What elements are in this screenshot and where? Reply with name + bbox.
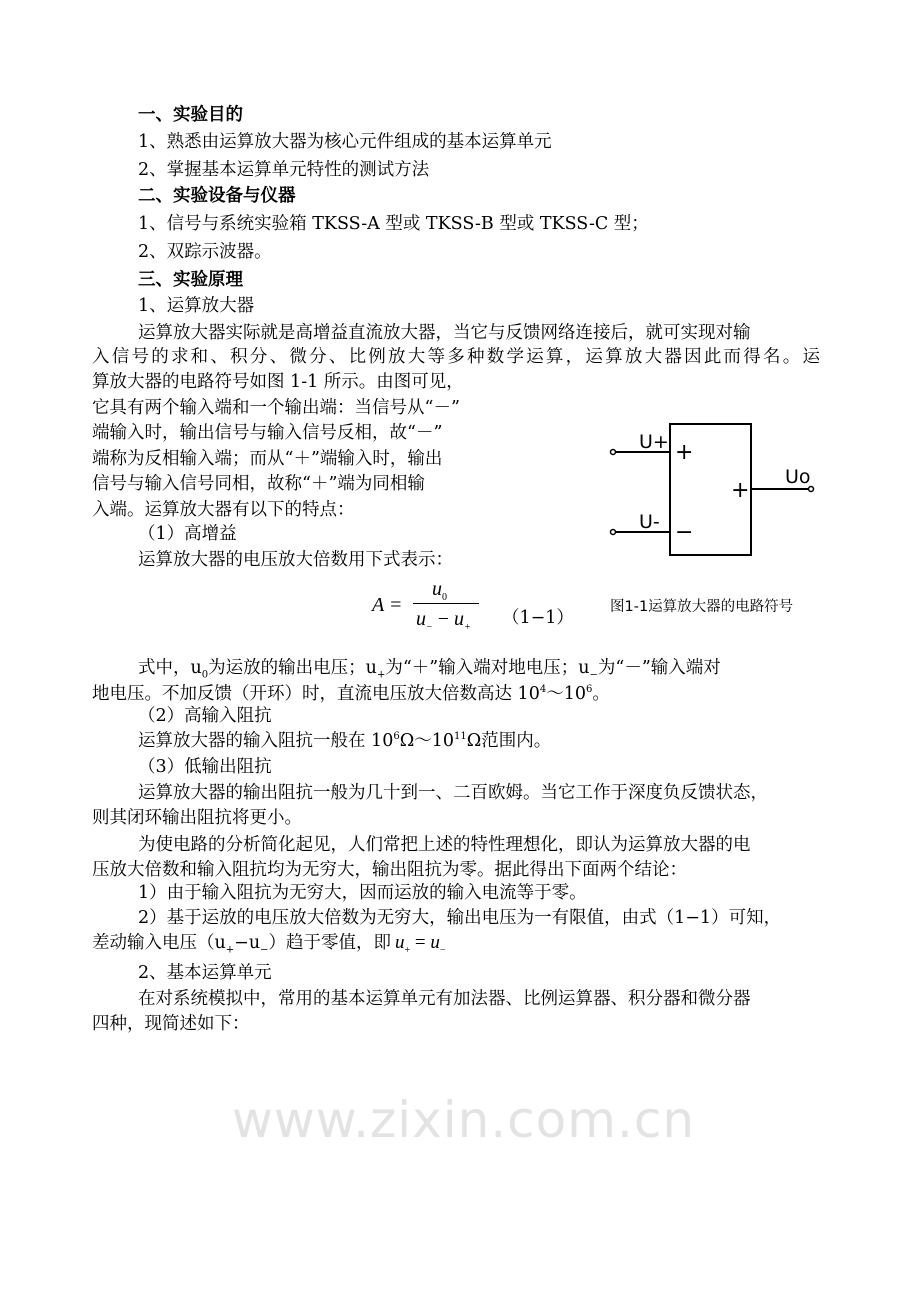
text-segment: 差动输入电压（u — [92, 933, 226, 953]
section-heading — [138, 269, 243, 291]
text-segment: 它具有两个输入端和一个输出端：当信号从“－” — [92, 398, 460, 418]
section-heading — [138, 104, 243, 126]
text-segment: 则其闭环输出阻抗将更小。 — [92, 808, 302, 828]
text-segment: −u — [234, 933, 261, 953]
text-line — [92, 859, 687, 881]
formula-lhs: A = — [372, 594, 403, 616]
text-line — [138, 523, 237, 545]
text-segment: 一、实验目的 — [138, 105, 243, 125]
text-segment: 1、运算放大器 — [138, 296, 255, 316]
den-var-b: u — [454, 608, 465, 630]
plus-sign: + — [675, 440, 694, 465]
text-line — [92, 422, 442, 444]
numerator-sub: 0 — [442, 592, 447, 603]
text-segment: 运算放大器的输入阻抗一般在 10 — [138, 731, 394, 751]
inline-var-a: u — [395, 932, 405, 953]
subscript: − — [260, 944, 269, 956]
in-minus-label: U- — [639, 511, 660, 533]
text-segment: 运算放大器实际就是高增益直流放大器，当它与反馈网络连接后，就可实现对输 — [138, 323, 751, 343]
text-segment: 三、实验原理 — [138, 270, 243, 290]
den-sub-a: − — [426, 622, 433, 633]
numerator-var: u — [432, 578, 442, 600]
text-segment: 二、实验设备与仪器 — [138, 186, 296, 206]
text-line — [92, 371, 464, 393]
inline-equals: = — [410, 932, 431, 953]
text-line — [138, 131, 552, 153]
subscript: − — [589, 669, 598, 681]
text-line — [92, 1013, 250, 1035]
text-segment: 压放大倍数和输入阻抗均为无穷大，输出阻抗为零。据此得出下面两个结论： — [92, 860, 687, 880]
text-segment: 运算放大器的输出阻抗一般为几十到一、二百欧姆。当它工作于深度负反馈状态， — [138, 783, 768, 803]
out-label: Uo — [785, 466, 811, 488]
fraction-bar — [413, 603, 479, 604]
text-segment: 算放大器的电路符号如图 1-1 所示。由图可见， — [92, 372, 464, 392]
text-segment: 式中，u — [138, 658, 202, 678]
input-terminal — [611, 530, 616, 535]
inline-sub-b: − — [439, 944, 446, 956]
text-segment: 2、双踪示波器。 — [138, 242, 272, 262]
text-segment: ）趋于零值，即 — [268, 933, 391, 953]
text-line — [138, 549, 453, 571]
text-segment: Ω范围内。 — [466, 731, 552, 751]
text-segment: 在对系统模拟中，常用的基本运算单元有加法器、比例运算器、积分器和微分器 — [138, 989, 751, 1009]
text-segment: 为“－”输入端对 — [597, 658, 721, 678]
text-line — [138, 159, 429, 181]
text-segment: 端输入时，输出信号与输入信号反相，故“－” — [92, 423, 443, 443]
text-segment: （2）高输入阻抗 — [138, 706, 272, 726]
section-heading — [138, 185, 296, 207]
text-line — [138, 730, 551, 752]
text-line — [138, 834, 751, 856]
text-segment: 1、信号与系统实验箱 TKSS-A 型或 TKSS-B 型或 TKSS-C 型； — [138, 214, 649, 234]
text-segment: ～10 — [546, 684, 586, 704]
text-line — [92, 499, 355, 521]
text-line — [92, 473, 425, 495]
text-segment: Ω～10 — [399, 731, 454, 751]
text-segment: 2、掌握基本运算单元特性的测试方法 — [138, 160, 430, 180]
text-line — [92, 346, 820, 368]
inline-var-b: u — [430, 932, 440, 953]
input-terminal — [611, 450, 616, 455]
in-plus-label: U+ — [639, 431, 669, 453]
text-segment: 为运放的输出电压；u — [208, 658, 377, 678]
text-segment: 为“＋”输入端对地电压；u — [385, 658, 590, 678]
den-var-a: u — [416, 608, 426, 630]
watermark: www.zixin.com.cn — [232, 1091, 696, 1149]
subscript: + — [376, 669, 386, 681]
text-segment: 入信号的求和、积分、微分、比例放大等多种数学运算，运算放大器因此而得名。运 — [92, 347, 820, 367]
subscript: + — [225, 944, 235, 956]
text-segment: 为使电路的分析简化起见，人们常把上述的特性理想化，即认为运算放大器的电 — [138, 835, 751, 855]
superscript: 11 — [454, 731, 467, 743]
text-line — [138, 322, 751, 344]
text-line — [92, 448, 442, 470]
text-segment: （1）高增益 — [138, 524, 237, 544]
superscript: 6 — [393, 731, 400, 743]
text-line — [92, 397, 460, 419]
den-sub-b: + — [464, 622, 471, 633]
text-line — [92, 683, 610, 705]
formula-denominator — [416, 608, 471, 633]
superscript: 6 — [586, 684, 593, 696]
text-line — [92, 807, 302, 829]
text-segment: 1、熟悉由运算放大器为核心元件组成的基本运算单元 — [138, 132, 552, 152]
inline-formula — [395, 932, 446, 956]
text-line — [138, 782, 768, 804]
text-line — [138, 988, 751, 1010]
text-segment: 信号与输入信号同相，故称“＋”端为同相输 — [92, 474, 425, 494]
figure-caption: 图1-1运算放大器的电路符号 — [610, 599, 794, 615]
text-segment: 四种，现简述如下： — [92, 1014, 250, 1034]
text-line — [138, 756, 272, 778]
text-line — [138, 657, 721, 679]
text-segment: （3）低输出阻抗 — [138, 757, 272, 777]
formula-numerator — [432, 578, 447, 603]
text-segment: 地电压。不加反馈（开环）时，直流电压放大倍数高达 10 — [92, 684, 540, 704]
text-segment: 端称为反相输入端；而从“＋”端输入时，输出 — [92, 449, 443, 469]
output-sign: + — [731, 478, 750, 503]
formula-label: （1−1） — [502, 608, 574, 628]
superscript: 4 — [539, 684, 547, 696]
subscript: 0 — [201, 669, 209, 681]
text-line — [138, 882, 587, 904]
text-segment: 运算放大器的电压放大倍数用下式表示： — [138, 550, 453, 570]
text-line — [138, 295, 254, 317]
den-operator: − — [432, 608, 455, 630]
text-line — [92, 932, 446, 954]
op-amp-symbol — [600, 410, 830, 570]
text-line — [138, 962, 272, 984]
text-segment: 入端。运算放大器有以下的特点： — [92, 500, 355, 520]
text-segment: 2）基于运放的电压放大倍数为无穷大，输出电压为一有限值，由式（1−1）可知， — [138, 908, 782, 928]
text-line — [138, 241, 272, 263]
inline-sub-a: + — [404, 944, 411, 956]
text-line — [138, 213, 649, 235]
text-segment: 1）由于输入阻抗为无穷大，因而运放的输入电流等于零。 — [138, 883, 587, 903]
text-segment: 2、基本运算单元 — [138, 963, 272, 983]
text-line — [138, 705, 272, 727]
text-segment: 。 — [592, 684, 610, 704]
text-line — [138, 907, 781, 929]
minus-sign: − — [675, 520, 694, 545]
